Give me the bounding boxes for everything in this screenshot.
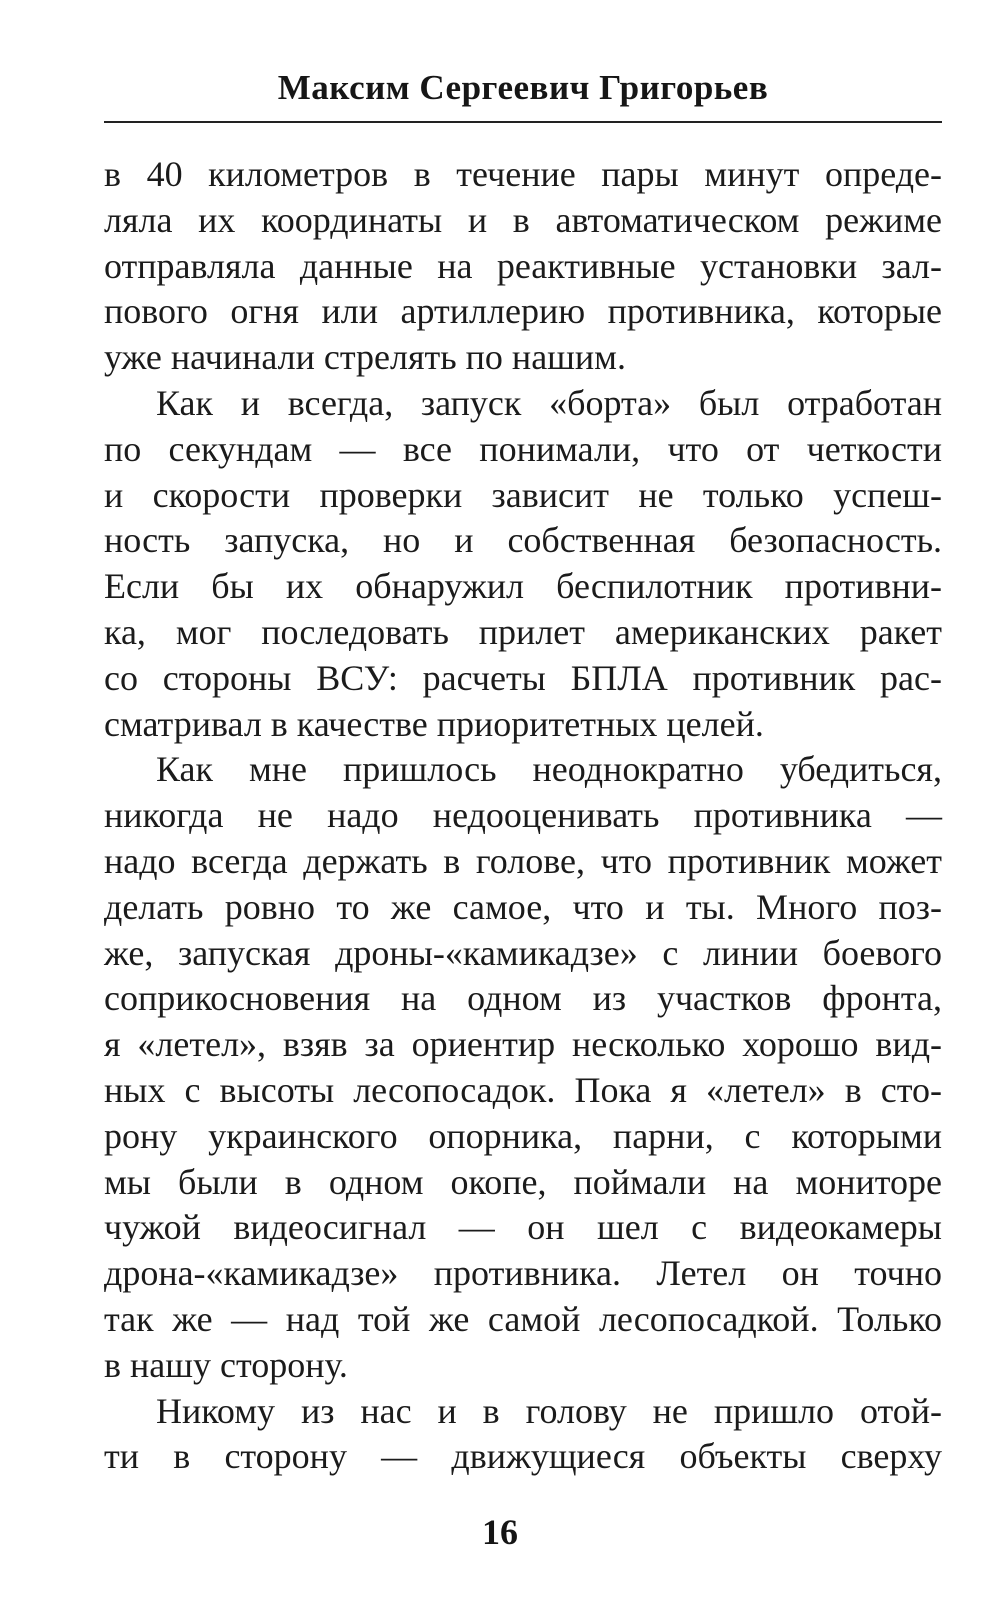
text-line: ка, мог последовать прилет американских ракет — [104, 611, 942, 652]
text-line: в 40 километров в течение пары минут опреде- — [104, 154, 942, 194]
text-line: так же — над той же самой лесопосадкой. Только — [104, 1298, 942, 1339]
text-line: уже начинали стрелять по нашим. — [104, 337, 626, 378]
text-line: ных с высоты лесопосадок. Пока я «летел» в сто- — [104, 1069, 942, 1110]
text-line: же, запуская дроны-«камикадзе» с линии боевого — [104, 932, 942, 973]
text-line: со стороны ВСУ: расчеты БПЛА противник рас- — [104, 657, 942, 698]
text-line: в нашу сторону. — [104, 1344, 348, 1385]
running-head: Максим Сергеевич Григорьев — [277, 68, 769, 107]
text-line: я «летел», взяв за ориентир несколько хорошо вид- — [104, 1024, 942, 1065]
text-line: ти в сторону — движущиеся объекты сверху — [104, 1436, 942, 1477]
text-line: пового огня или артиллерию противника, которые — [104, 291, 942, 332]
header-rule — [104, 121, 942, 123]
body-text — [104, 152, 942, 1480]
text-line: и скорости проверки зависит не только успеш- — [104, 474, 942, 515]
text-line: Как мне пришлось неоднократно убедиться, — [156, 749, 942, 790]
page-number: 16 — [482, 1512, 518, 1552]
text-line: дрона-«камикадзе» противника. Летел он точно — [104, 1253, 942, 1294]
text-line: чужой видеосигнал — он шел с видеокамеры — [104, 1207, 942, 1248]
text-line: рону украинского опорника, парни, с которыми — [104, 1115, 942, 1156]
text-line: мы были в одном окопе, поймали на мониторе — [104, 1161, 942, 1202]
text-line: Никому из нас и в голову не пришло отой- — [156, 1390, 942, 1431]
text-line: ляла их координаты и в автоматическом режиме — [104, 199, 942, 240]
text-line: Если бы их обнаружил беспилотник противни- — [104, 566, 942, 607]
text-line: надо всегда держать в голове, что противник может — [104, 840, 942, 881]
text-line: по секундам — все понимали, что от четкости — [104, 428, 942, 469]
text-line: никогда не надо недооценивать противника — — [104, 795, 942, 836]
text-line: ность запуска, но и собственная безопасность. — [104, 520, 942, 561]
text-line: соприкосновения на одном из участков фронта, — [104, 978, 942, 1019]
text-line: делать ровно то же самое, что и ты. Много поз- — [104, 886, 942, 927]
text-line: отправляла данные на реактивные установки зал- — [104, 245, 942, 286]
text-line: сматривал в качестве приоритетных целей. — [104, 703, 764, 744]
text-line: Как и всегда, запуск «борта» был отработан — [156, 382, 942, 423]
